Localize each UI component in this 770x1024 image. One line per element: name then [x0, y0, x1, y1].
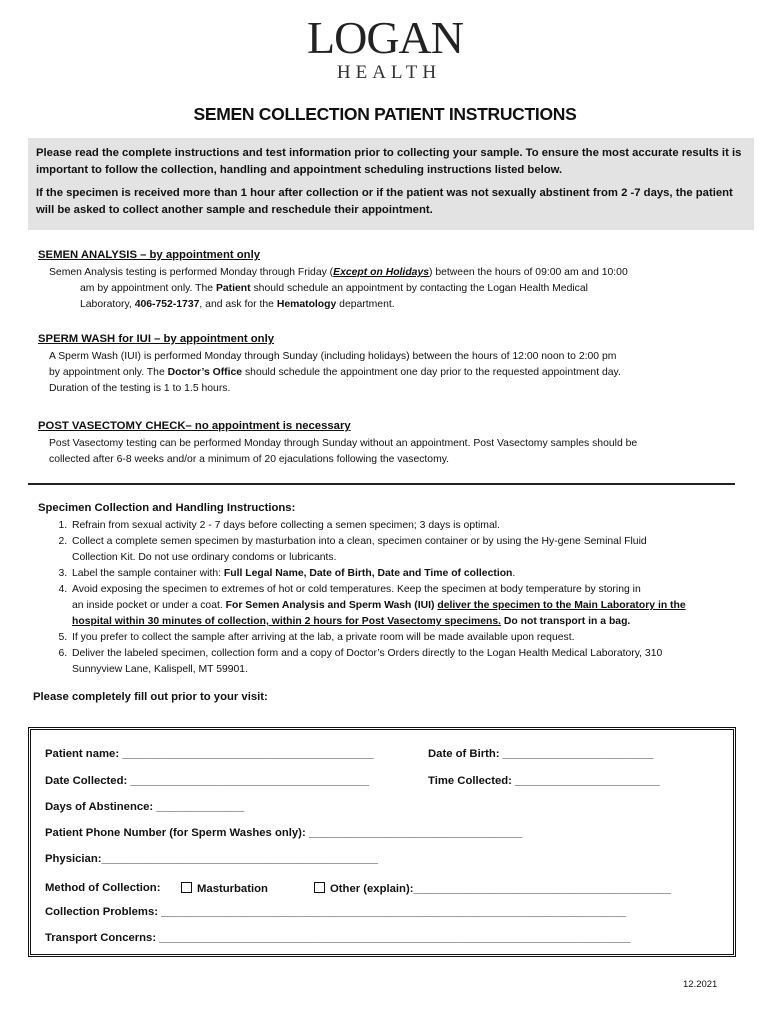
post-vasectomy-body — [49, 436, 738, 468]
list-item: 3. Label the sample container with: Full Legal Name, Date of Birth, Date and Time of collection. — [70, 566, 738, 582]
phone-number-field[interactable]: Patient Phone Number (for Sperm Washes only): __________________________________ — [45, 827, 523, 839]
sw-text: should schedule the appointment one day prior to the requested appointment day. — [242, 367, 621, 378]
sa-text: Laboratory, — [80, 299, 135, 310]
list-item: 2. Collect a complete semen specimen by masturbation into a clean, specimen container or by using the Hy-gene Seminal Fluid Collection Kit. Do not use ordinary condoms or lubricants. — [70, 534, 738, 566]
pv-line: collected after 6-8 weeks and/or a minimum of 20 ejaculations following the vasectomy. — [49, 454, 450, 465]
date-of-birth-field[interactable]: Date of Birth: ________________________ — [428, 748, 654, 760]
sa-text: department. — [336, 299, 395, 310]
collection-problems-field[interactable]: Collection Problems: __________________________________________________________________________ — [45, 906, 627, 918]
page-title: SEMEN COLLECTION PATIENT INSTRUCTIONS — [193, 104, 577, 124]
list-item: 4. Avoid exposing the specimen to extremes of hot or cold temperatures. Keep the specimen at body temperature by storing in an inside pocket or under a coat. For Semen Analysis and Sperm Wash (IUI) deliver the specimen to the Main Laboratory in the hospital within 30 minutes of collection, within 2 hours for Post Vasectomy specimens. Do not transport in a bag. — [70, 582, 738, 630]
other-checkbox[interactable] — [314, 882, 325, 893]
other-option[interactable] — [314, 882, 671, 895]
days-abstinence-field[interactable]: Days of Abstinence: ______________ — [45, 801, 245, 813]
sa-text: , and ask for the — [199, 299, 277, 310]
intro-paragraph-2: If the specimen is received more than 1 hour after collection or if the patient was not sexually abstinent from 2 -7 days, the patient will be asked to collect another sample and reschedule their appointment. — [36, 187, 733, 216]
revision-date: 12.2021 — [683, 979, 718, 990]
pv-line: Post Vasectomy testing can be performed Monday through Sunday without an appointment. Post Vasectomy samples should be — [49, 438, 638, 449]
list-item: 1. Refrain from sexual activity 2 - 7 days before collecting a semen specimen; 3 days is optimal. — [70, 518, 738, 534]
intro-paragraph-1: Please read the complete instructions and test information prior to collecting your sample. To ensure the most accurate results it is important to follow the collection, handling and appointment scheduling instructions listed below. — [36, 147, 742, 176]
sw-line: Duration of the testing is 1 to 1.5 hours. — [49, 383, 231, 394]
masturbation-label: Masturbation — [197, 883, 268, 895]
semen-analysis-section — [38, 247, 738, 313]
sperm-wash-body — [49, 349, 738, 397]
fill-out-prompt: Please completely fill out prior to your visit: — [33, 691, 268, 703]
sw-doctors-office: Doctor’s Office — [167, 367, 243, 378]
sa-text: ) between the hours of 09:00 am and 10:00 — [429, 267, 628, 278]
sperm-wash-section — [38, 331, 738, 397]
logo-wordmark: LOGAN — [307, 12, 463, 63]
sa-text: should schedule an appointment by contacting the Logan Health Medical — [250, 283, 588, 294]
time-collected-field[interactable]: Time Collected: _______________________ — [428, 775, 660, 787]
other-explain-field[interactable]: Other (explain):_________________________________________ — [330, 883, 672, 895]
sw-text: by appointment only. The — [49, 367, 168, 378]
sw-line: A Sperm Wash (IUI) is performed Monday through Sunday (including holidays) between the hours of 12:00 noon to 2:00 pm — [49, 351, 617, 362]
logo-subtitle: HEALTH — [336, 62, 442, 83]
logan-health-logo — [0, 14, 770, 84]
semen-analysis-body — [49, 265, 738, 313]
masturbation-checkbox[interactable] — [181, 882, 192, 893]
transport-concerns-field[interactable]: Transport Concerns: ___________________________________________________________________________ — [45, 932, 631, 944]
sa-text: Semen Analysis testing is performed Monday through Friday ( — [49, 267, 334, 278]
date-collected-field[interactable]: Date Collected: ______________________________________ — [45, 775, 370, 787]
masturbation-option[interactable] — [181, 882, 268, 895]
patient-name-field[interactable]: Patient name: ________________________________________ — [45, 748, 374, 760]
sperm-wash-heading: SPERM WASH for IUI – by appointment only — [38, 333, 274, 345]
list-item: 6. Deliver the labeled specimen, collection form and a copy of Doctor’s Orders directly to the Logan Health Medical Laboratory, 310 Sunnyview Lane, Kalispell, MT 59901. — [70, 646, 738, 678]
sa-patient: Patient — [215, 283, 251, 294]
specimen-list — [38, 518, 738, 678]
specimen-heading: Specimen Collection and Handling Instructions: — [38, 502, 296, 514]
sa-department: Hematology — [276, 299, 337, 310]
semen-analysis-heading: SEMEN ANALYSIS – by appointment only — [38, 249, 260, 261]
sa-phone: 406-752-1737 — [134, 299, 200, 310]
list-item: 5. If you prefer to collect the sample after arriving at the lab, a private room will be made available upon request. — [70, 630, 738, 646]
section-divider — [28, 483, 735, 485]
post-vasectomy-heading: POST VASECTOMY CHECK– no appointment is necessary — [38, 420, 351, 432]
sa-holidays: Except on Holidays — [333, 267, 430, 278]
patient-form — [28, 727, 736, 957]
specimen-instructions — [38, 500, 738, 678]
post-vasectomy-section — [38, 418, 738, 468]
sa-text: am by appointment only. The — [80, 283, 216, 294]
method-of-collection-label: Method of Collection: — [45, 882, 161, 894]
intro-notice — [28, 138, 754, 230]
physician-field[interactable]: Physician:____________________________________________ — [45, 853, 378, 865]
